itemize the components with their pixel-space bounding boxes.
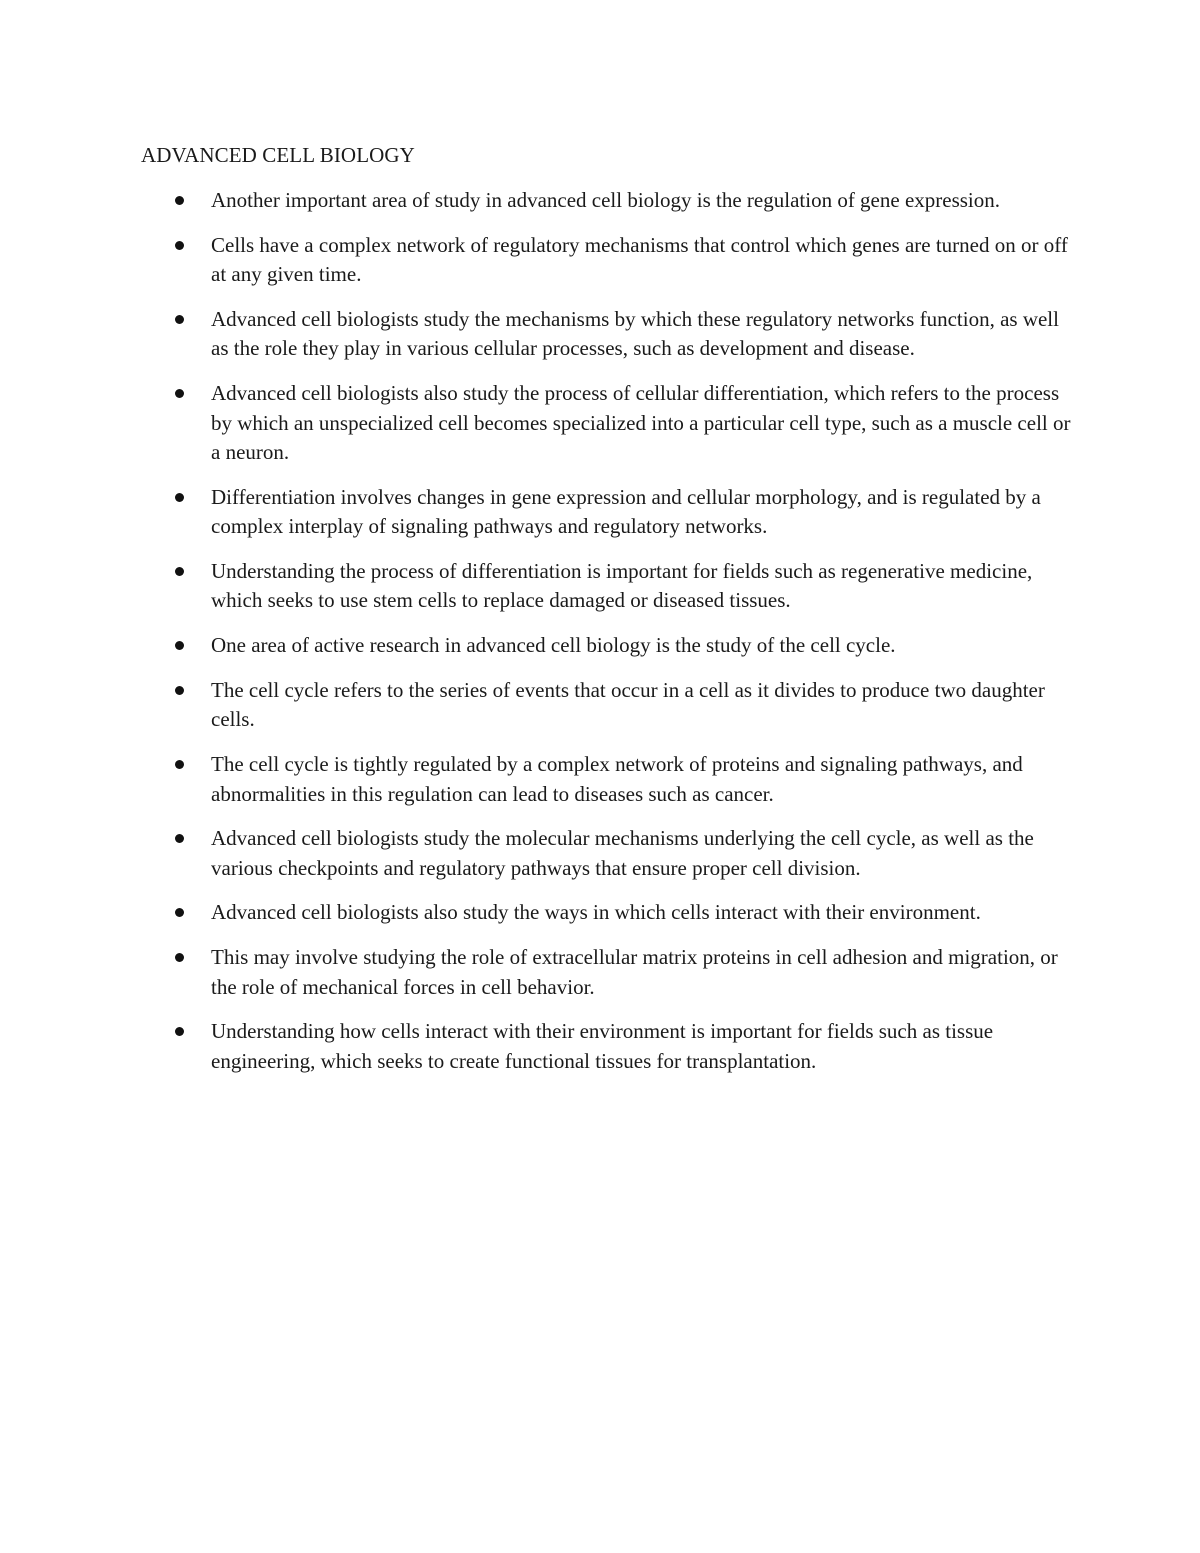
bullet-item [0, 676, 1071, 735]
bullet-text: This may involve studying the role of extracellular matrix proteins in cell adhesion and migration, or the role of mechanical forces in cell behavior. [211, 945, 1058, 999]
bullet-dot-icon [175, 567, 184, 576]
bullet-item [0, 483, 1071, 542]
bullet-text: The cell cycle is tightly regulated by a complex network of proteins and signaling pathways, and abnormalities in this regulation can lead to diseases such as cancer. [211, 752, 1023, 806]
bullet-item [0, 631, 1071, 661]
bullet-dot-icon [175, 908, 184, 917]
bullet-list [0, 186, 1200, 1091]
bullet-dot-icon [175, 241, 184, 250]
bullet-item [0, 824, 1071, 883]
bullet-item [0, 557, 1071, 616]
bullet-text: Understanding the process of differentiation is important for fields such as regenerative medicine, which seeks to use stem cells to replace damaged or diseased tissues. [211, 558, 1033, 613]
bullet-item [0, 379, 1071, 468]
bullet-text: Understanding how cells interact with their environment is important for fields such as tissue engineering, which seeks to create functional tissues for transplantation. [211, 1019, 994, 1073]
bullet-dot-icon [175, 760, 184, 769]
bullet-item [0, 943, 1071, 1002]
bullet-text: The cell cycle refers to the series of events that occur in a cell as it divides to produce two daughter cells. [211, 677, 1045, 732]
bullet-dot-icon [175, 953, 184, 962]
bullet-text: Advanced cell biologists also study the ways in which cells interact with their environment. [211, 900, 981, 925]
bullet-dot-icon [175, 389, 184, 398]
bullet-text: Advanced cell biologists also study the process of cellular differentiation, which refers to the process by which an unspecialized cell becomes specialized into a particular cell type, such as a muscle cell or a neuron. [211, 381, 1071, 465]
document-title: ADVANCED CELL BIOLOGY [141, 143, 415, 167]
bullet-item [0, 305, 1071, 364]
bullet-dot-icon [175, 315, 184, 324]
bullet-text: Advanced cell biologists study the molecular mechanisms underlying the cell cycle, as well as the various checkpoints and regulatory pathways that ensure proper cell division. [211, 826, 1034, 880]
bullet-item [0, 186, 1071, 216]
bullet-text: One area of active research in advanced cell biology is the study of the cell cycle. [211, 633, 896, 658]
bullet-text: Another important area of study in advanced cell biology is the regulation of gene expression. [211, 188, 1001, 212]
bullet-text: Cells have a complex network of regulatory mechanisms that control which genes are turned on or off at any given time. [211, 232, 1068, 287]
bullet-dot-icon [175, 834, 184, 843]
bullet-item [0, 231, 1071, 290]
bullet-item [0, 898, 1071, 928]
bullet-dot-icon [175, 1027, 184, 1036]
bullet-item [0, 750, 1071, 809]
bullet-text: Differentiation involves changes in gene expression and cellular morphology, and is regulated by a complex interplay of signaling pathways and regulatory networks. [211, 484, 1041, 539]
bullet-dot-icon [175, 493, 184, 502]
bullet-item [0, 1017, 1071, 1076]
bullet-dot-icon [175, 641, 184, 650]
bullet-text: Advanced cell biologists study the mechanisms by which these regulatory networks function, as well as the role they play in various cellular processes, such as development and disease. [211, 306, 1059, 361]
bullet-dot-icon [175, 196, 184, 205]
bullet-dot-icon [175, 686, 184, 695]
